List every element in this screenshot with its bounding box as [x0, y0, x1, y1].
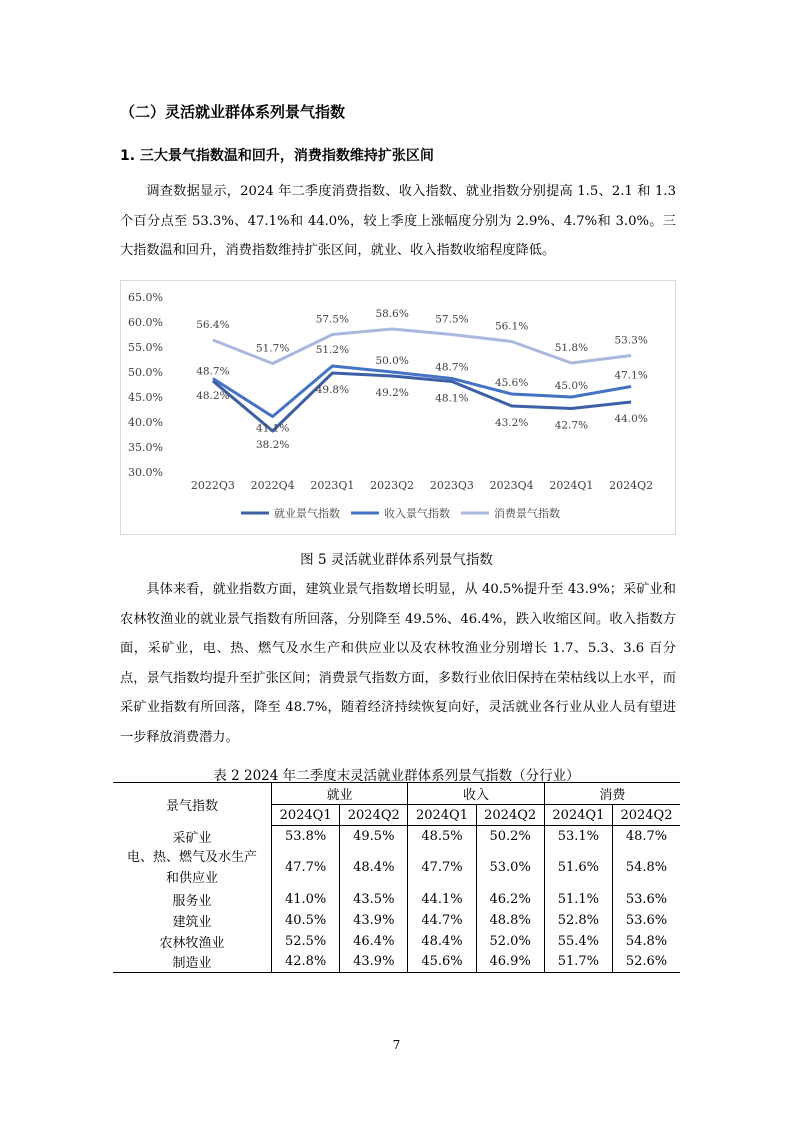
- value-cell: 43.9%: [340, 910, 408, 931]
- figure-caption: 图 5 灵活就业群体系列景气指数: [300, 552, 493, 568]
- industry-table: [113, 782, 680, 973]
- data-label: 58.6%: [375, 308, 409, 320]
- data-label: 50.0%: [375, 355, 409, 367]
- group-consumption: 消费: [544, 783, 680, 805]
- group-income: 收入: [408, 783, 544, 805]
- data-label: 53.3%: [614, 334, 648, 347]
- table-row: [113, 847, 680, 889]
- table-row: [113, 952, 680, 973]
- y-tick-label: 35.0%: [128, 441, 163, 454]
- subsection-heading: 1. 三大景气指数温和回升，消费指数维持扩张区间: [120, 148, 434, 164]
- table-row: [113, 889, 680, 910]
- y-tick-label: 50.0%: [128, 366, 163, 379]
- data-label: 49.2%: [375, 387, 409, 399]
- page-number: 7: [392, 1038, 401, 1052]
- table-caption: 表 2 2024 年二季度末灵活就业群体系列景气指数（分行业）: [213, 768, 580, 784]
- legend-label: 收入景气指数: [384, 507, 450, 520]
- data-label: 49.8%: [315, 384, 350, 396]
- period-header: 2024Q2: [340, 805, 408, 826]
- table-row: [113, 931, 680, 952]
- x-tick-label: 2023Q3: [429, 479, 474, 492]
- value-cell: 48.5%: [408, 826, 476, 847]
- y-tick-label: 30.0%: [128, 466, 163, 479]
- value-cell: 44.1%: [408, 889, 476, 910]
- y-tick-label: 40.0%: [128, 416, 163, 429]
- data-label: 51.8%: [554, 342, 589, 354]
- industry-cell: 制造业: [113, 952, 272, 973]
- data-label: 48.1%: [435, 392, 469, 405]
- value-cell: 53.0%: [476, 847, 544, 889]
- value-cell: 40.5%: [272, 910, 340, 931]
- data-label: 51.7%: [255, 342, 290, 355]
- value-cell: 43.5%: [340, 889, 408, 910]
- data-label: 48.7%: [435, 361, 469, 374]
- x-tick-label: 2024Q1: [549, 479, 594, 492]
- x-tick-label: 2023Q2: [370, 479, 415, 492]
- value-cell: 52.8%: [544, 910, 612, 931]
- industry-cell: 电、热、燃气及水生产和供应业: [126, 849, 257, 886]
- value-cell: 46.2%: [476, 889, 544, 910]
- data-label: 41.1%: [255, 422, 290, 435]
- industry-cell: 农林牧渔业: [159, 935, 225, 951]
- table-row: [113, 826, 680, 847]
- period-header: 2024Q1: [272, 805, 340, 826]
- x-tick-label: 2022Q4: [250, 479, 295, 492]
- y-tick-label: 65.0%: [128, 291, 163, 304]
- paragraph-2: 具体来看，就业指数方面，建筑业景气指数增长明显，从 40.5%提升至 43.9%；采矿业和农林牧渔业的就业景气指数有所回落，分别降至 49.5%、46.4%，跌入收缩区间。收入指数方面，采矿业，电、热、燃气及水生产和供应业以及农林牧渔业分别增长 1.7、5.3、3.6 百分点，景气指数均提升至扩张区间；消费景气指数方面，多数行业依旧保持在荣枯线以上水平，而采矿业指数有所回落，降至 48.7%，随着经济持续恢复向好，灵活就业各行业从业人员有望进一步释放消费潜力。: [120, 582, 676, 745]
- value-cell: 51.1%: [544, 889, 612, 910]
- value-cell: 45.6%: [408, 952, 476, 973]
- value-cell: 53.1%: [544, 826, 612, 847]
- y-tick-label: 60.0%: [128, 316, 163, 329]
- value-cell: 46.9%: [476, 952, 544, 973]
- value-cell: 48.4%: [408, 931, 476, 952]
- value-cell: 47.7%: [272, 847, 340, 889]
- value-cell: 47.7%: [408, 847, 476, 889]
- section-heading: （二）灵活就业群体系列景气指数: [120, 103, 346, 121]
- legend-label: 消费景气指数: [494, 507, 560, 520]
- value-cell: 48.7%: [612, 826, 680, 847]
- data-label: 57.5%: [435, 313, 469, 326]
- value-cell: 53.6%: [612, 889, 680, 910]
- value-cell: 52.6%: [612, 952, 680, 973]
- value-cell: 53.6%: [612, 910, 680, 931]
- value-cell: 54.8%: [612, 931, 680, 952]
- data-label: 38.2%: [255, 439, 290, 451]
- chart-container: [120, 280, 676, 535]
- value-cell: 51.7%: [544, 952, 612, 973]
- value-cell: 49.5%: [340, 826, 408, 847]
- data-label: 51.2%: [315, 344, 350, 356]
- data-label: 45.6%: [494, 377, 529, 389]
- data-label: 56.1%: [494, 320, 529, 333]
- value-cell: 51.6%: [544, 847, 612, 889]
- value-cell: 44.7%: [408, 910, 476, 931]
- y-tick-label: 55.0%: [128, 341, 163, 354]
- group-employment: 就业: [272, 783, 408, 805]
- industry-cell: 采矿业: [172, 830, 212, 846]
- value-cell: 50.2%: [476, 826, 544, 847]
- value-cell: 48.8%: [476, 910, 544, 931]
- data-label: 47.1%: [614, 369, 648, 382]
- industry-cell: 建筑业: [172, 914, 212, 930]
- value-cell: 43.9%: [340, 952, 408, 973]
- line-chart: [121, 281, 675, 534]
- data-label: 48.7%: [196, 365, 230, 378]
- data-label: 45.0%: [554, 380, 589, 392]
- x-tick-label: 2024Q2: [609, 479, 654, 492]
- x-tick-label: 2022Q3: [190, 479, 235, 492]
- value-cell: 48.4%: [340, 847, 408, 889]
- data-label: 48.2%: [196, 390, 230, 402]
- value-cell: 53.8%: [272, 826, 340, 847]
- data-label: 42.7%: [554, 419, 589, 432]
- value-cell: 42.8%: [272, 952, 340, 973]
- data-label: 57.5%: [315, 313, 350, 326]
- value-cell: 52.0%: [476, 931, 544, 952]
- x-tick-label: 2023Q4: [489, 479, 534, 492]
- period-header: 2024Q2: [612, 805, 680, 826]
- industry-cell: 服务业: [172, 893, 212, 909]
- period-header: 2024Q1: [544, 805, 612, 826]
- period-header: 2024Q1: [408, 805, 476, 826]
- value-cell: 52.5%: [272, 931, 340, 952]
- value-cell: 41.0%: [272, 889, 340, 910]
- legend-label: 就业景气指数: [274, 507, 340, 520]
- y-tick-label: 45.0%: [128, 391, 163, 404]
- value-cell: 46.4%: [340, 931, 408, 952]
- data-label: 56.4%: [196, 319, 230, 331]
- data-label: 44.0%: [614, 413, 648, 425]
- table-row: [113, 910, 680, 931]
- period-header: 2024Q2: [476, 805, 544, 826]
- data-label: 43.2%: [494, 417, 529, 429]
- x-tick-label: 2023Q1: [310, 479, 355, 492]
- row-header: 景气指数: [113, 783, 272, 826]
- paragraph-1: 调查数据显示，2024 年二季度消费指数、收入指数、就业指数分别提高 1.5、2.1 和 1.3 个百分点至 53.3%、47.1%和 44.0%，较上季度上涨幅度分别为 2.9%、4.7%和 3.0%。三大指数温和回升，消费指数维持扩张区间，就业、收入指数收缩程度降低。: [120, 184, 676, 258]
- value-cell: 55.4%: [544, 931, 612, 952]
- value-cell: 54.8%: [612, 847, 680, 889]
